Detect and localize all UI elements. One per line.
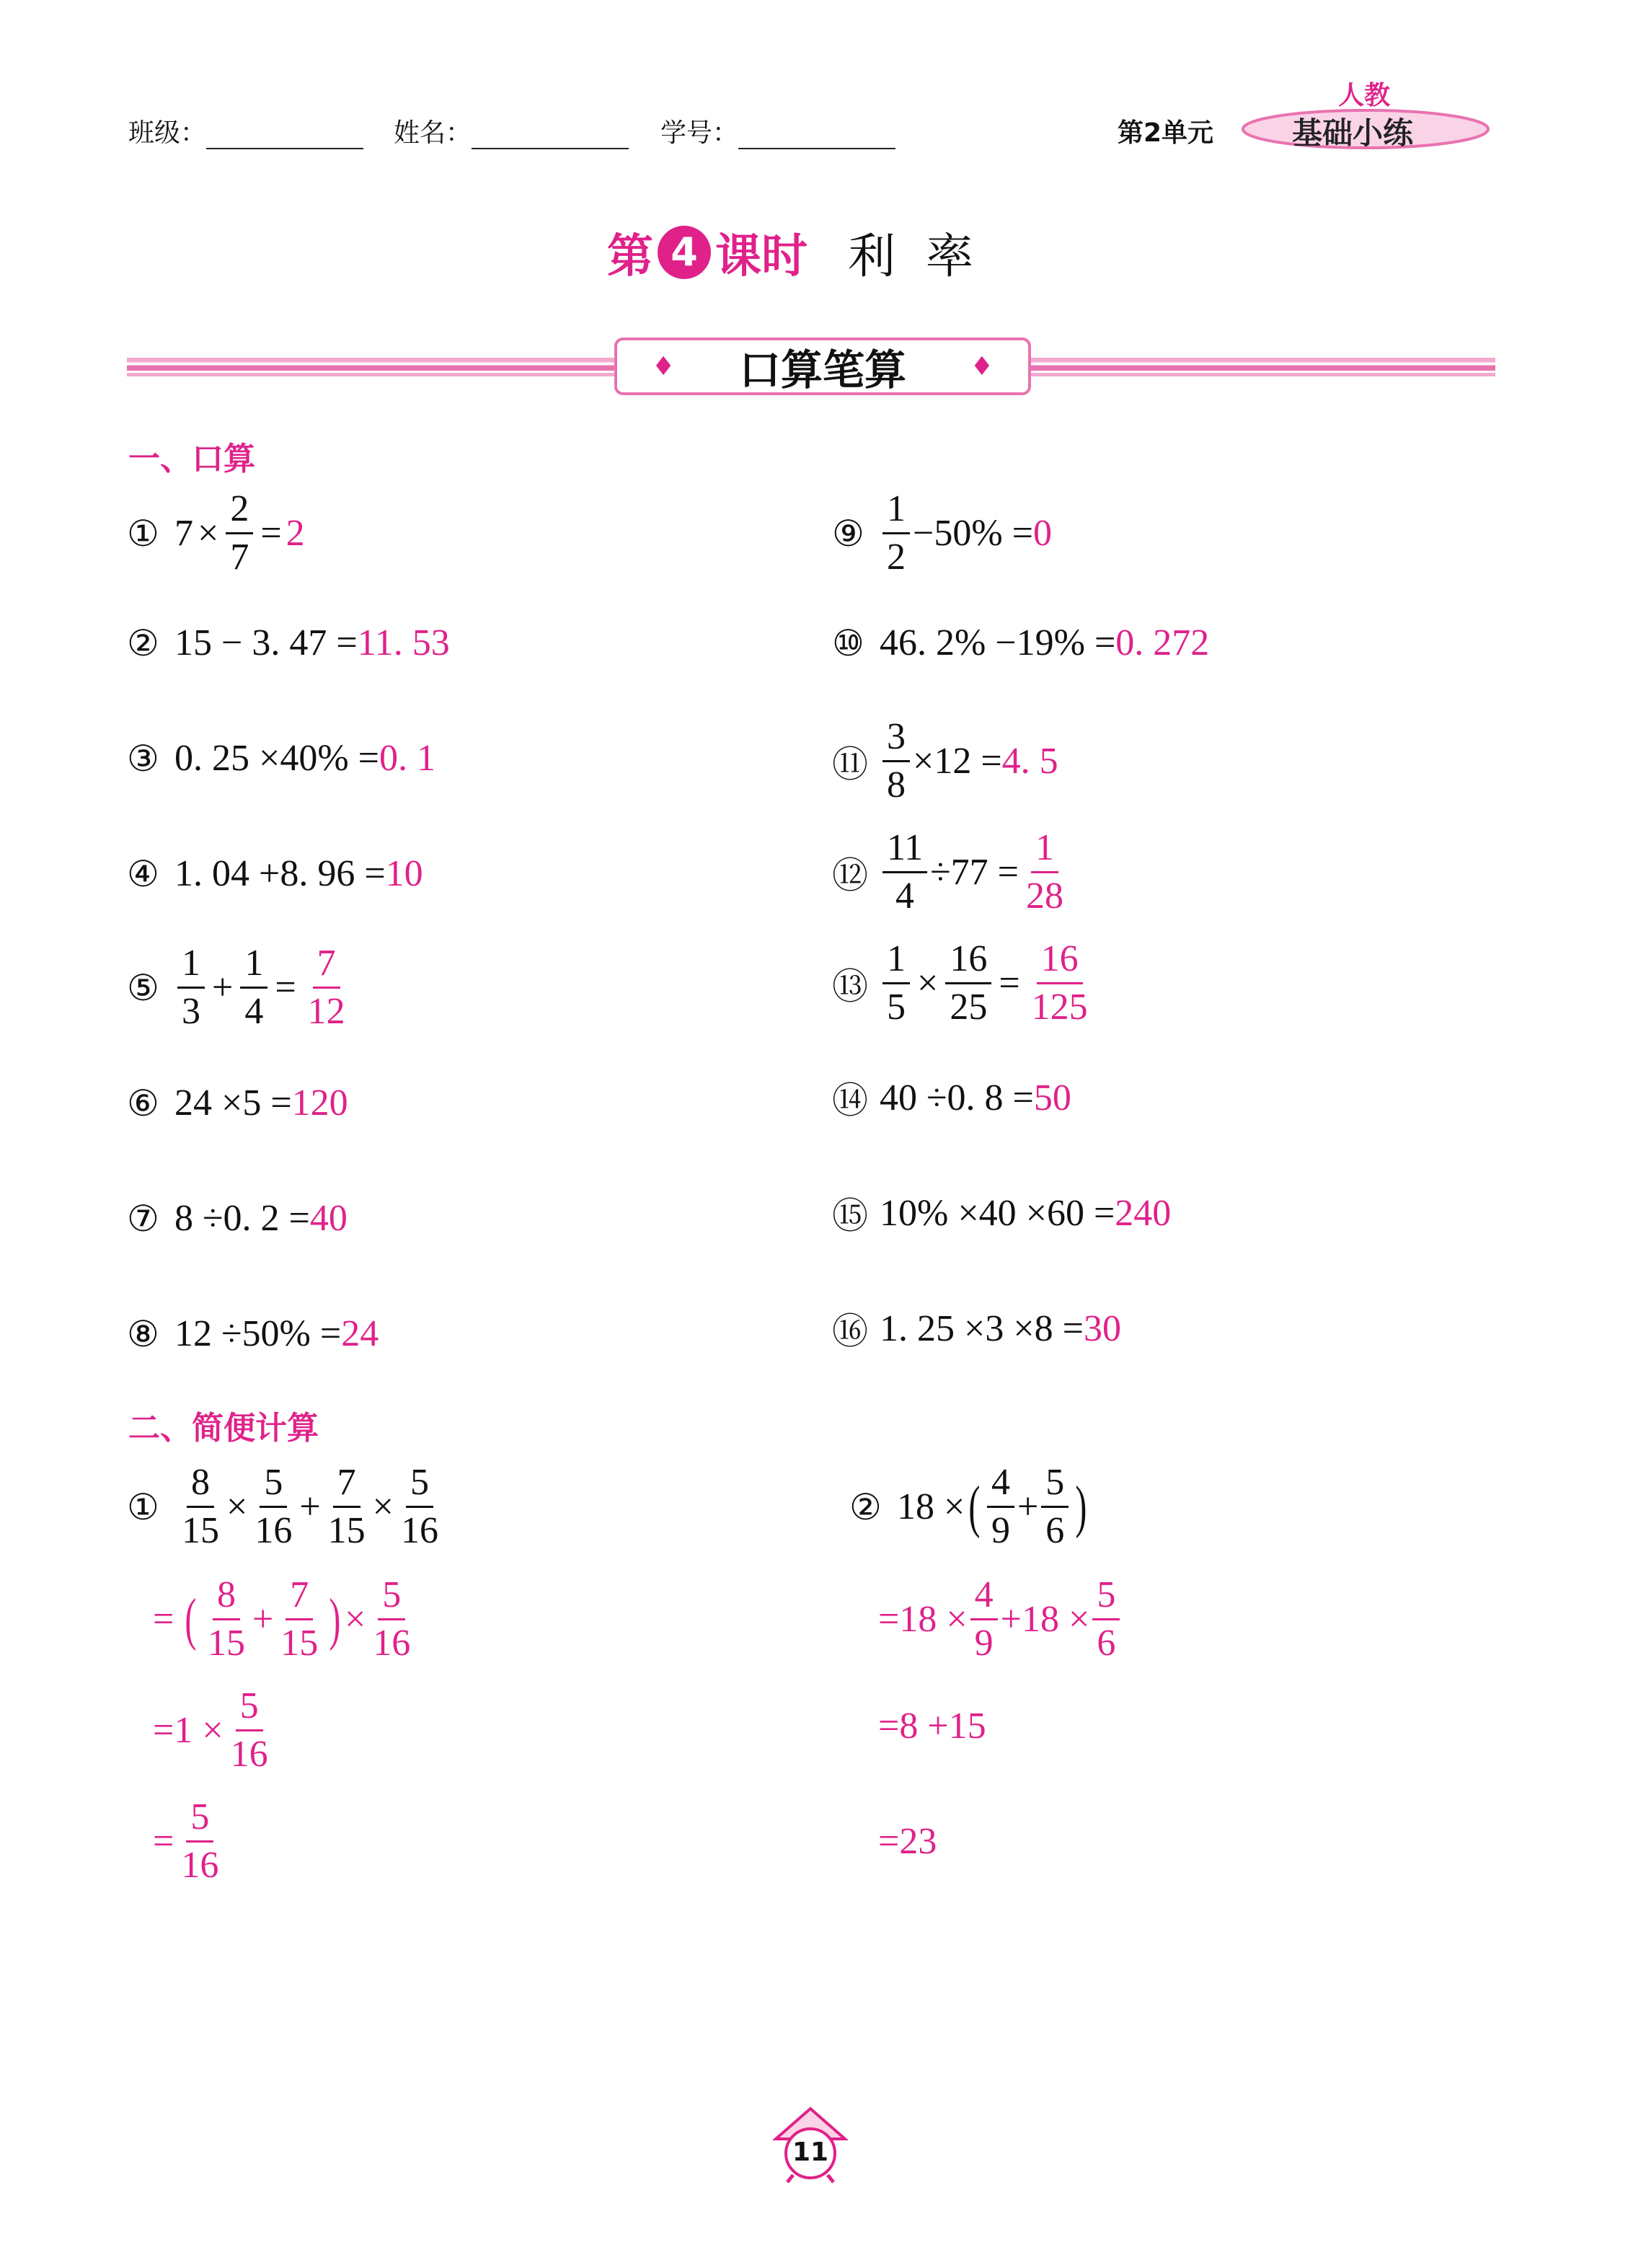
q1-op: × (198, 513, 219, 554)
p1-index: ① (127, 1486, 159, 1528)
q15-answer: 240 (1115, 1192, 1172, 1234)
q15-index: ⑮ (832, 1195, 868, 1237)
section-oral-title: 一、口算 (128, 441, 255, 477)
lesson-title (607, 218, 973, 286)
q12-fraction (882, 829, 927, 915)
p1-l1-rparen: ) (329, 1587, 341, 1651)
q16-answer: 30 (1083, 1307, 1121, 1349)
p2-l1-s2: +18 × (1000, 1599, 1090, 1640)
q5-eq: = (275, 967, 296, 1008)
q13-f1-num: 1 (882, 940, 910, 984)
q13-fraction-1 (882, 940, 910, 1026)
p1-l0-frac-b (250, 1464, 296, 1550)
q6-index: ⑥ (127, 1082, 159, 1124)
oral-q1 (127, 490, 305, 576)
q5-op: + (212, 967, 234, 1008)
p1-l1-op: + (252, 1599, 274, 1640)
p1-l3-den: 16 (181, 1845, 219, 1886)
p2-index: ② (849, 1486, 882, 1528)
class-label: 班级： (128, 118, 207, 148)
q14-expr: 40 ÷0. 8 = (880, 1077, 1034, 1118)
q12-ans-den: 28 (1025, 875, 1063, 917)
simplify-p1-line2 (153, 1687, 275, 1773)
q13-ans-den: 125 (1031, 987, 1088, 1028)
lesson-suffix: 课时 (715, 229, 808, 283)
q12-rest: ÷77 = (930, 852, 1019, 893)
p1-l3-frac (177, 1796, 223, 1886)
p2-l0-a-num: 4 (987, 1464, 1014, 1508)
q9-num: 1 (882, 490, 910, 534)
q2-answer: 11. 53 (357, 622, 450, 663)
q8-index: ⑧ (127, 1312, 159, 1355)
q7-expr: 8 ÷0. 2 = (174, 1198, 310, 1239)
p2-l0-b-den: 6 (1045, 1510, 1065, 1551)
q4-answer: 10 (385, 853, 423, 894)
q13-op: × (917, 963, 939, 1004)
brand-top: 人教 (1338, 81, 1391, 110)
q5-ans-den: 12 (307, 991, 345, 1032)
q12-answer (1022, 829, 1068, 915)
q11-fraction (882, 718, 910, 804)
p1-l0-op1: × (226, 1486, 248, 1527)
p1-l2-num: 5 (236, 1687, 263, 1731)
id-label: 学号： (660, 118, 739, 148)
q3-index: ③ (127, 737, 159, 780)
p2-l0-lparen: ( (968, 1475, 981, 1539)
q8-answer: 24 (341, 1313, 379, 1354)
banner-band-right (1031, 358, 1495, 376)
oral-q8 (127, 1312, 379, 1355)
q13-f1-den: 5 (887, 987, 906, 1028)
oral-q5 (127, 945, 353, 1031)
oral-q15 (832, 1187, 1171, 1239)
p1-l3-num: 5 (186, 1799, 213, 1843)
p1-l1-a-num: 8 (213, 1576, 240, 1620)
q11-rest: ×12 = (913, 741, 1002, 782)
banner-band-left (127, 358, 617, 376)
q5-f1-num: 1 (177, 945, 205, 989)
q6-expr: 24 ×5 = (174, 1082, 292, 1124)
p1-l1-eq: = (153, 1599, 174, 1640)
p1-l2-frac (226, 1687, 273, 1773)
q9-den: 2 (887, 537, 906, 578)
q1-den: 7 (230, 537, 249, 578)
p1-l0-b-den: 16 (255, 1510, 293, 1551)
q12-num: 11 (882, 829, 927, 873)
p1-l0-frac-d (397, 1464, 443, 1550)
p1-l0-frac-c (324, 1464, 370, 1550)
p2-l0-op: + (1017, 1486, 1039, 1527)
q13-fraction-2 (945, 940, 991, 1026)
q5-ans-num: 7 (313, 945, 340, 989)
q7-answer: 40 (309, 1198, 348, 1239)
banner-box (614, 337, 1031, 395)
name-blank[interactable] (472, 123, 629, 149)
p1-l0-a-num: 8 (187, 1464, 214, 1508)
q10-expr: 46. 2% −19% = (880, 622, 1116, 663)
lesson-number: 4 (671, 229, 698, 275)
p2-l0-frac-b (1041, 1464, 1069, 1550)
p1-l3-eq: = (153, 1821, 174, 1862)
p1-l0-op3: × (372, 1486, 394, 1527)
q3-answer: 0. 1 (379, 738, 435, 779)
p1-l0-frac-a (177, 1464, 224, 1550)
q12-ans-num: 1 (1031, 829, 1058, 873)
p1-l1-frac-c (368, 1576, 415, 1662)
header-class (128, 112, 363, 149)
q5-f2-den: 4 (244, 991, 264, 1032)
header-name (394, 112, 629, 149)
class-blank[interactable] (206, 123, 363, 149)
q10-answer: 0. 272 (1115, 622, 1210, 663)
p2-l1-s1: =18 × (878, 1599, 968, 1640)
q5-index: ⑤ (127, 966, 159, 1009)
q8-expr: 12 ÷50% = (174, 1313, 342, 1354)
oral-q4 (127, 852, 423, 895)
simplify-p1-line1 (153, 1576, 417, 1662)
p1-l0-d-den: 16 (400, 1510, 438, 1551)
p2-l0-b-num: 5 (1041, 1464, 1069, 1508)
simplify-p2-line0 (849, 1464, 1091, 1550)
brand-badge (1240, 107, 1491, 151)
unit-label: 第2单元 (1118, 118, 1214, 148)
q1-fraction (226, 490, 253, 576)
banner-title: 口算笔算 (738, 345, 906, 394)
oral-q6 (127, 1082, 348, 1124)
section-simplify-title: 二、简便计算 (128, 1410, 319, 1447)
q13-f2-num: 16 (945, 940, 991, 984)
q1-answer: 2 (286, 513, 305, 554)
simplify-p2-line1 (878, 1576, 1123, 1662)
q11-num: 3 (882, 718, 910, 762)
p1-l0-d-num: 5 (406, 1464, 433, 1508)
p1-l1-b-num: 7 (286, 1576, 313, 1620)
p2-l1-b-den: 6 (1097, 1623, 1116, 1664)
banner-left-diamond-icon: ♦ (652, 351, 676, 381)
p1-l0-a-den: 15 (182, 1510, 219, 1551)
oral-q11 (832, 718, 1058, 804)
oral-q7 (127, 1197, 348, 1240)
q4-index: ④ (127, 852, 159, 895)
oral-q9 (832, 490, 1052, 576)
lesson-prefix: 第 (607, 229, 653, 283)
q9-fraction (882, 490, 910, 576)
oral-q2 (127, 622, 450, 664)
p1-l1-a-den: 15 (207, 1623, 245, 1664)
simplify-p2-line2: =8 +15 (878, 1706, 986, 1747)
q2-expr: 15 − 3. 47 = (174, 622, 358, 663)
q3-expr: 0. 25 ×40% = (174, 738, 379, 779)
p2-l1-a-num: 4 (970, 1576, 998, 1620)
p1-l1-b-den: 15 (280, 1623, 319, 1664)
q4-expr: 1. 04 +8. 96 = (174, 853, 386, 894)
id-blank[interactable] (738, 123, 895, 149)
page-number-badge (773, 2106, 848, 2185)
lesson-topic: 利 率 (848, 229, 973, 284)
q12-den: 4 (895, 875, 915, 917)
lesson-number-circle (658, 226, 711, 279)
p2-l0-frac-a (987, 1464, 1014, 1550)
q13-ans-num: 16 (1037, 940, 1083, 984)
p2-l0-a: 18 × (897, 1486, 965, 1527)
q13-f2-den: 25 (950, 987, 988, 1028)
q5-f2-num: 1 (240, 945, 267, 989)
q16-index: ⑯ (832, 1310, 868, 1352)
oral-q14 (832, 1072, 1071, 1124)
q9-index: ⑨ (832, 512, 864, 555)
p1-l2-eq: =1 × (153, 1710, 224, 1751)
banner-right-diamond-icon: ♦ (970, 351, 994, 381)
p1-l1-mul: × (344, 1599, 366, 1640)
q13-answer (1027, 940, 1092, 1026)
q9-rest: −50% = (913, 513, 1033, 554)
simplify-p1-line3 (153, 1796, 226, 1886)
p2-l0-rparen: ) (1075, 1475, 1087, 1539)
p1-l1-c-den: 16 (373, 1623, 411, 1664)
p1-l2-den: 16 (230, 1734, 268, 1775)
q15-expr: 10% ×40 ×60 = (880, 1192, 1115, 1234)
oral-q16 (832, 1302, 1121, 1354)
q10-index: ⑩ (832, 622, 864, 664)
page-number: 11 (792, 2137, 829, 2167)
p2-l1-frac-a (970, 1576, 998, 1662)
p2-l1-b-num: 5 (1092, 1576, 1120, 1620)
p1-l1-frac-b (276, 1576, 322, 1662)
brand-text: 基础小练 (1292, 115, 1414, 151)
oral-q10 (832, 622, 1209, 664)
p1-l0-b-num: 5 (260, 1464, 287, 1508)
p2-l0-a-den: 9 (991, 1510, 1010, 1551)
oral-q3 (127, 737, 435, 780)
oral-q13 (832, 940, 1095, 1026)
q1-index: ① (127, 512, 159, 555)
q7-index: ⑦ (127, 1197, 159, 1240)
p2-l1-frac-b (1092, 1576, 1120, 1662)
p1-l1-lparen: ( (185, 1587, 197, 1651)
q5-fraction-2 (240, 945, 267, 1031)
p1-l0-op2: + (299, 1486, 321, 1527)
name-label: 姓名： (394, 118, 472, 148)
q11-den: 8 (887, 764, 906, 806)
q16-expr: 1. 25 ×3 ×8 = (880, 1307, 1084, 1349)
q12-index: ⑫ (832, 854, 868, 896)
q13-eq: = (999, 963, 1020, 1004)
simplify-p1-line0 (127, 1464, 446, 1550)
q2-index: ② (127, 622, 159, 664)
q1-eq: = (260, 513, 282, 554)
p1-l0-c-den: 15 (327, 1510, 366, 1551)
q5-answer (304, 945, 350, 1031)
q1-a: 7 (174, 513, 193, 554)
p1-l1-c-num: 5 (378, 1576, 405, 1620)
q11-index: ⑪ (832, 743, 868, 785)
simplify-p2-line3: =23 (878, 1821, 937, 1862)
oral-q12 (832, 829, 1071, 915)
q13-index: ⑬ (832, 965, 868, 1007)
q14-answer: 50 (1033, 1077, 1071, 1118)
q11-answer: 4. 5 (1001, 741, 1058, 782)
q5-f1-den: 3 (182, 991, 200, 1032)
p2-l1-a-den: 9 (974, 1623, 994, 1664)
q6-answer: 120 (291, 1082, 348, 1124)
p1-l1-frac-a (203, 1576, 249, 1662)
q14-index: ⑭ (832, 1080, 868, 1121)
q9-answer: 0 (1032, 513, 1052, 554)
header-id (660, 112, 895, 149)
p1-l0-c-num: 7 (333, 1464, 360, 1508)
q5-fraction-1 (177, 945, 205, 1031)
q1-num: 2 (226, 490, 253, 534)
